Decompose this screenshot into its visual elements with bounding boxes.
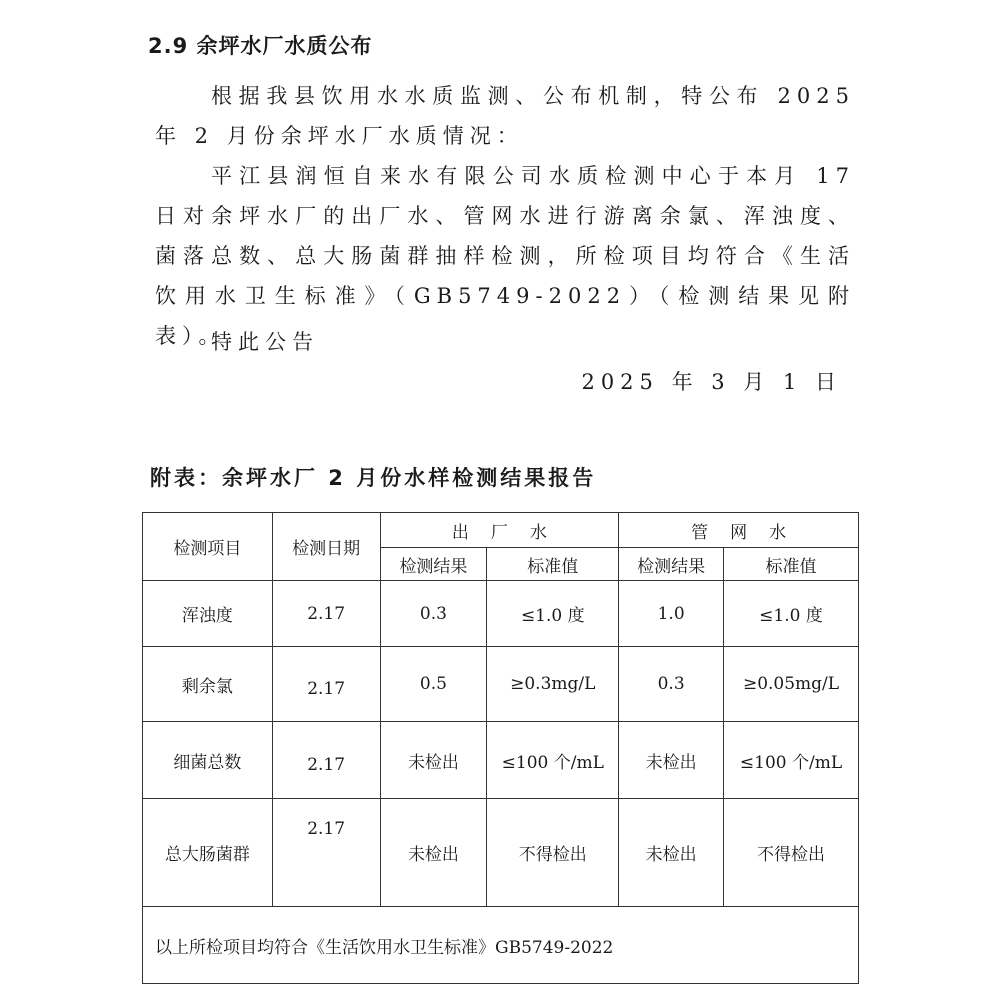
table-footnote: 以上所检项目均符合《生活饮用水卫生标准》GB5749-2022 (143, 907, 859, 984)
header-network-water: 管网水 (619, 513, 859, 548)
row-outlet-standard: ≥0.3mg/L (487, 647, 619, 722)
header-network-result: 检测结果 (619, 548, 724, 581)
header-network-standard: 标准值 (724, 548, 859, 581)
section-title: 2.9 余坪水厂水质公布 (148, 34, 373, 58)
intro-paragraph: 根据我县饮用水水质监测、公布机制，特公布 2025 年 2 月份余坪水厂水质情况： (155, 84, 855, 148)
row-network-standard: ≤100 个/mL (724, 722, 859, 799)
row-network-standard: ≥0.05mg/L (724, 647, 859, 722)
row-item: 总大肠菌群 (143, 799, 273, 907)
table-footnote-row (143, 907, 859, 984)
row-outlet-result: 未检出 (380, 722, 487, 799)
row-date: 2.17 (272, 581, 380, 647)
row-date: 2.17 (272, 799, 380, 907)
table-row (143, 647, 859, 722)
row-network-standard: ≤1.0 度 (724, 581, 859, 647)
detail-paragraph: 平江县润恒自来水有限公司水质检测中心于本月 17 日对余坪水厂的出厂水、管网水进行游离余氯、浑浊度、菌落总数、总大肠菌群抽样检测，所检项目均符合《生活饮用水卫生标准》（GB5749-2022）（检测结果见附表）。 (155, 164, 855, 348)
row-date: 2.17 (272, 722, 380, 799)
row-outlet-result: 0.5 (380, 647, 487, 722)
row-item: 浑浊度 (143, 581, 273, 647)
row-item: 剩余氯 (143, 647, 273, 722)
row-network-result: 0.3 (619, 647, 724, 722)
header-date: 检测日期 (272, 513, 380, 581)
header-outlet-standard: 标准值 (487, 548, 619, 581)
row-outlet-standard: ≤1.0 度 (487, 581, 619, 647)
row-date: 2.17 (272, 647, 380, 722)
closing-paragraph: 特此公告 (211, 330, 319, 354)
table-header-row (143, 513, 859, 548)
table-row (143, 581, 859, 647)
table-row (143, 722, 859, 799)
row-outlet-result: 0.3 (380, 581, 487, 647)
header-outlet-result: 检测结果 (380, 548, 487, 581)
header-item: 检测项目 (143, 513, 273, 581)
results-table (142, 512, 859, 984)
row-outlet-standard: ≤100 个/mL (487, 722, 619, 799)
notice-date: 2025 年 3 月 1 日 (581, 370, 842, 394)
row-outlet-standard: 不得检出 (487, 799, 619, 907)
table-caption: 附表：余坪水厂 2 月份水样检测结果报告 (150, 466, 597, 490)
row-network-result: 1.0 (619, 581, 724, 647)
row-network-result: 未检出 (619, 799, 724, 907)
header-outlet-water: 出厂水 (380, 513, 619, 548)
row-network-standard: 不得检出 (724, 799, 859, 907)
row-outlet-result: 未检出 (380, 799, 487, 907)
table-row (143, 799, 859, 907)
row-item: 细菌总数 (143, 722, 273, 799)
row-network-result: 未检出 (619, 722, 724, 799)
